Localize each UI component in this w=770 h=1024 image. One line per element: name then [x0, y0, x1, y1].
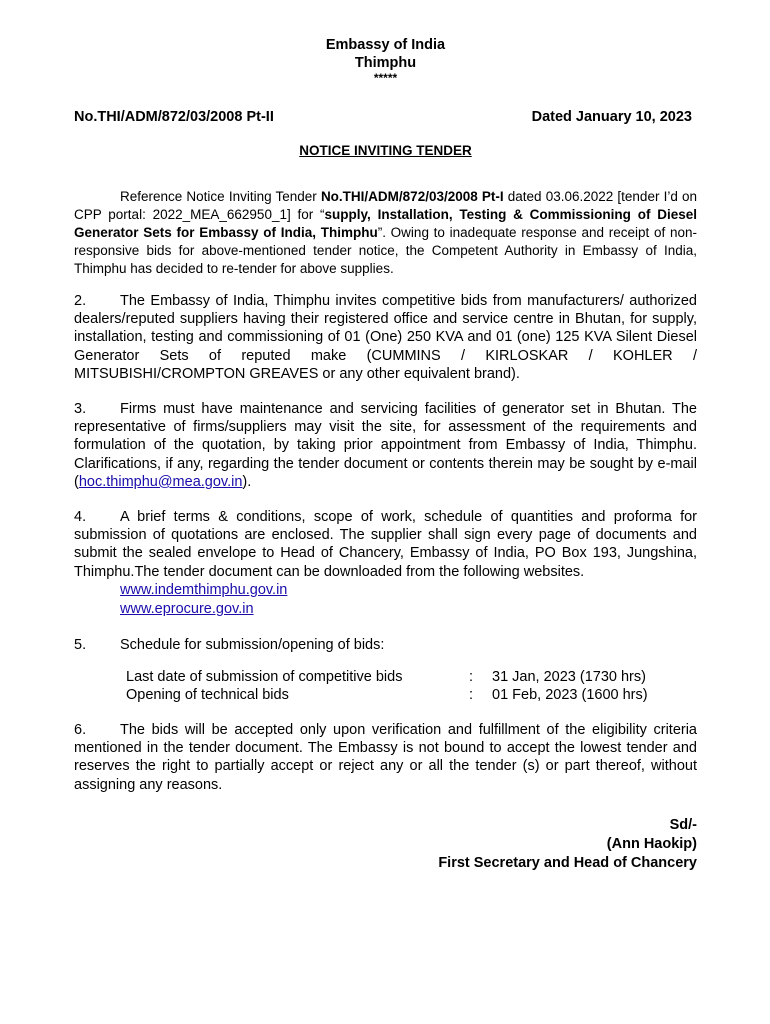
website-link-eprocure[interactable]: www.eprocure.gov.in: [120, 600, 254, 617]
paragraph-6: [74, 721, 697, 794]
letterhead: [74, 36, 697, 84]
tender-subject: supply, Installation, Testing & Commissioning of Diesel Generator Sets for Embassy of India, Thimphu: [74, 207, 697, 240]
page-title: NOTICE INVITING TENDER: [299, 143, 472, 158]
signatory-name: (Ann Haokip): [606, 835, 697, 852]
paragraph-number: 3.: [74, 401, 87, 418]
paragraph-5: [74, 636, 697, 654]
intro-text-3: ”. Owing to inadequate response and receipt of non-responsive bids for above-mentioned tender notice, the Competent Authority in Embassy of India, Thimphu has decided to re-tender for above supplies.: [74, 225, 698, 276]
website-link-indemthimphu[interactable]: www.indemthimphu.gov.in: [120, 581, 288, 598]
signatory-designation: First Secretary and Head of Chancery: [438, 854, 697, 871]
document-date: Dated January 10, 2023: [531, 109, 692, 125]
reference-line: [74, 109, 697, 125]
paragraph-text: The bids will be accepted only upon verification and fulfillment of the eligibility criteria mentioned in the tender document. The Embassy is not bound to accept the lowest tender and reserves the right to partially accept or reject any or all the tender (s) or part thereof, without assigning any reasons.: [74, 722, 697, 793]
intro-text-2: dated 03.06.2022 [tender I’d on CPP portal: 2022_MEA_662950_1] for “: [74, 189, 697, 222]
schedule-label: Opening of technical bids: [126, 687, 289, 704]
signed-mark: Sd/-: [669, 816, 697, 833]
paragraph-text: The Embassy of India, Thimphu invites competitive bids from manufacturers/ authorized dealers/reputed suppliers having their registered office and service centre in Bhutan, for supply, installation, testing and commissioning of 01 (One) 250 KVA and 01 (one) 125 KVA Silent Diesel Generator Sets of reputed make (CUMMINS / KIRLOSKAR / KOHLER / MITSUBISHI/CROMPTON GREAVES or any other equivalent brand).: [74, 293, 697, 382]
schedule-row: [126, 668, 697, 686]
schedule-row: [126, 686, 697, 704]
paragraph-text-end: ).: [242, 473, 252, 490]
paragraph-4: [74, 508, 697, 581]
paragraph-3: [74, 400, 697, 491]
schedule-label: Last date of submission of competitive bids: [126, 669, 403, 686]
schedule-colon: :: [469, 669, 474, 686]
paragraph-2: [74, 292, 697, 383]
intro-text-1: Reference Notice Inviting Tender: [120, 189, 321, 204]
paragraph-number: 6.: [74, 722, 87, 739]
bid-schedule: [126, 668, 697, 704]
reference-number: No.THI/ADM/872/03/2008 Pt-II: [74, 109, 274, 125]
email-link[interactable]: hoc.thimphu@mea.gov.in: [78, 473, 243, 490]
intro-paragraph: [74, 188, 697, 278]
paragraph-text: Schedule for submission/opening of bids:: [120, 636, 385, 653]
schedule-colon: :: [469, 687, 474, 704]
paragraph-number: 5.: [74, 636, 87, 653]
embassy-city: Thimphu: [354, 55, 417, 71]
paragraph-number: 2.: [74, 293, 87, 309]
schedule-value: 01 Feb, 2023 (1600 hrs): [492, 687, 648, 704]
paragraph-number: 4.: [74, 509, 87, 526]
paragraph-text: A brief terms & conditions, scope of work, schedule of quantities and proforma for submission of quotations are enclosed. The supplier shall sign every page of documents and submit the sealed envelope to Head of Chancery, Embassy of India, PO Box 193, Jungshina, Thimphu.The tender document can be downloaded from the following websites.: [74, 509, 697, 580]
header-stars: *****: [373, 71, 398, 85]
paragraph-text: Firms must have maintenance and servicing facilities of generator set in Bhutan. The representative of firms/suppliers may visit the site, for assessment of the requirements and formulation of the quotation, by taking prior appointment from Embassy of India, Thimphu. Clarifications, if any, regarding the tender document or contents therein may be sought by e-mail (: [74, 401, 697, 490]
document-page: [74, 36, 697, 873]
signature-block: [74, 816, 697, 873]
previous-tender-ref: No.THI/ADM/872/03/2008 Pt-I: [320, 189, 504, 204]
schedule-value: 31 Jan, 2023 (1730 hrs): [492, 669, 646, 686]
embassy-name: Embassy of India: [325, 37, 446, 53]
